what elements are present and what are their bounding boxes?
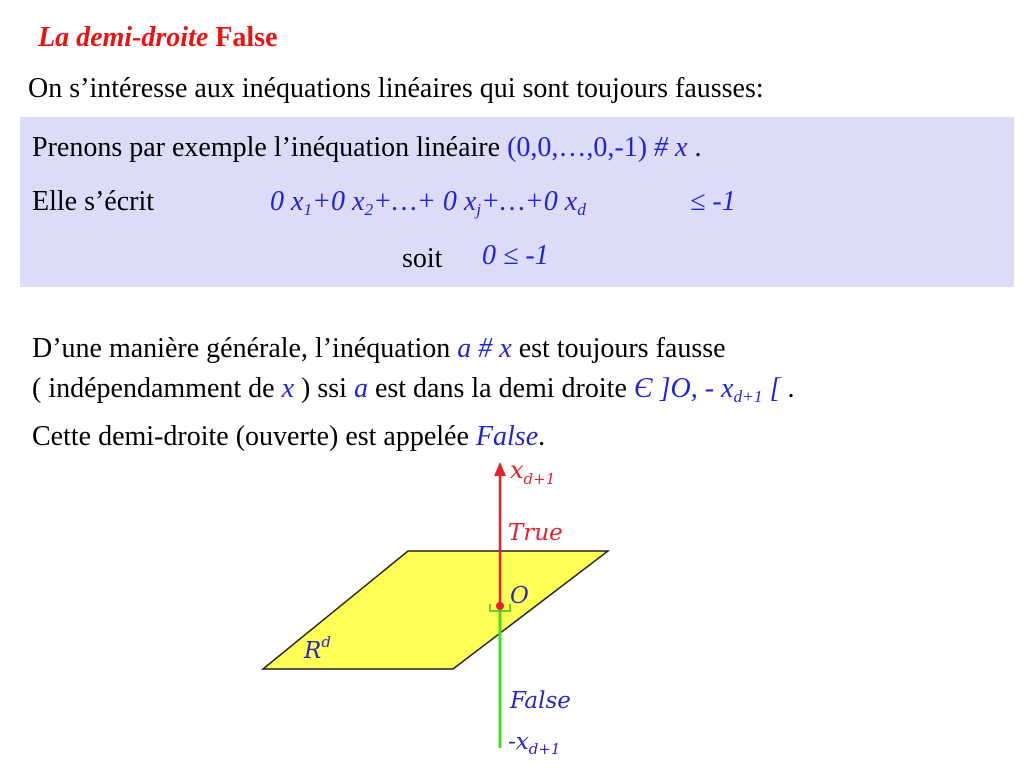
p3-text: Cette demi-droite (ouverte) est appelée: [32, 421, 469, 452]
eq-term-4: +…+0 x: [481, 186, 578, 217]
eq-term-3: +…+ 0 x: [373, 186, 477, 217]
p2-text: ( indépendamment de: [32, 373, 275, 404]
p3-end: .: [538, 421, 546, 452]
false-label: False: [510, 688, 571, 714]
example-hash: # x: [654, 132, 688, 163]
origin-label: O: [510, 583, 529, 609]
eq-sub-d: d: [577, 200, 586, 220]
general-line-3: [32, 421, 545, 453]
axis-top-label: $x_{d+1}$: [510, 458, 556, 488]
soit-label: soit: [402, 243, 443, 274]
true-label: True: [508, 520, 563, 546]
writes-label: Elle s’écrit: [32, 186, 155, 217]
axis-bottom-label: $-x_{d+1}$: [508, 729, 561, 758]
title-bold: False: [215, 22, 278, 53]
eq-sub-1: 1: [303, 200, 313, 220]
intro-text: On s’intéresse aux inéquations linéaires qui sont toujours fausses:: [28, 73, 764, 104]
eq-term-1: 0 x: [270, 186, 304, 217]
p2-interval-start: Є ]O, - x: [633, 373, 734, 404]
p2-interval-end: [: [762, 373, 781, 404]
origin-point: [496, 602, 504, 610]
axis-arrow-icon: [494, 462, 506, 476]
p2-text-2: est dans la demi droite: [374, 373, 627, 404]
equation-rhs: ≤ -1: [690, 186, 736, 217]
plane-label: $R^d$: [304, 633, 331, 664]
eq-term-2: +0 x: [312, 186, 365, 217]
equation-result: 0 ≤ -1: [482, 240, 549, 271]
p2-interval-sub: d+1: [733, 387, 763, 407]
slide-title: [38, 22, 278, 54]
p1-expr: a # x: [457, 333, 512, 364]
example-vector: (0,0,…,0,-1): [507, 132, 648, 163]
half-line-diagram: [250, 458, 610, 758]
p2-a: a: [353, 373, 368, 404]
p2-end: .: [787, 373, 795, 404]
eq-sub-2: 2: [364, 200, 374, 220]
example-end: .: [694, 132, 702, 163]
eq-sub-j: j: [476, 200, 482, 220]
general-line-2: [32, 373, 794, 405]
p2-interval: [633, 373, 781, 407]
p1-text: D’une manière générale, l’inéquation: [32, 333, 451, 364]
general-line-1: [32, 333, 726, 365]
example-text: Prenons par exemple l’inéquation linéaire: [32, 132, 501, 163]
title-italic: La demi-droite: [38, 22, 209, 53]
p2-ssi: ) ssi: [301, 373, 347, 404]
equation-lhs: [270, 186, 586, 218]
example-line: [32, 132, 701, 164]
p1-text-end: est toujours fausse: [518, 333, 726, 364]
p2-x: x: [281, 373, 295, 404]
p3-false: False: [475, 421, 539, 452]
